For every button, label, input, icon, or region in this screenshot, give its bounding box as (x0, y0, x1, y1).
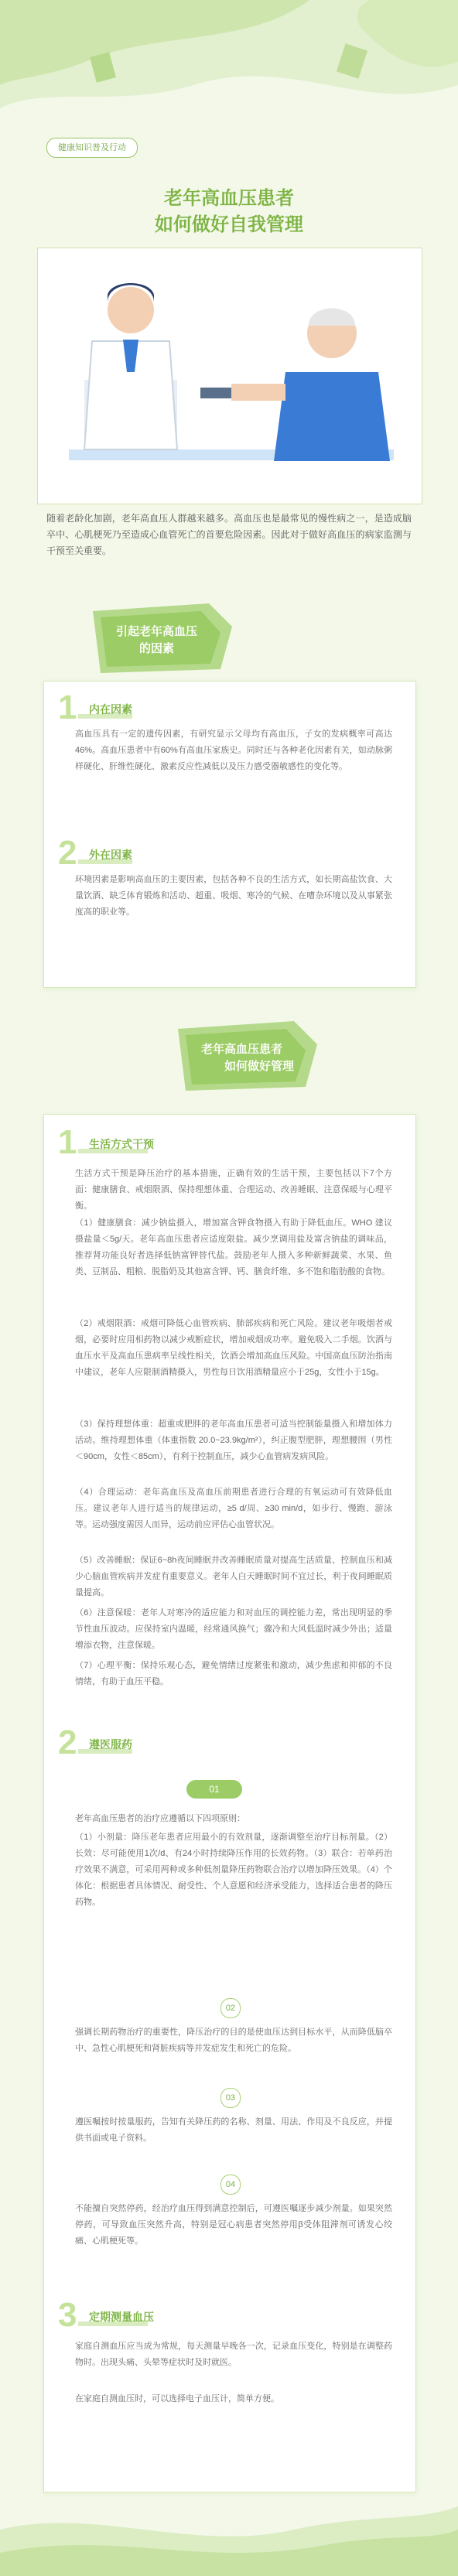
cause-2-number: 2 (58, 834, 77, 872)
section-header-causes (85, 596, 263, 681)
page-title-line1: 老年高血压患者 (164, 188, 294, 209)
med-badge-04: 04 (220, 2175, 241, 2195)
page-title-line2: 如何做好自我管理 (155, 214, 303, 235)
mgmt-1-para-5: （5）改善睡眠：保证6~8h夜间睡眠并改善睡眠质量对提高生活质量、控制血压和减少心脑血管疾病并发症有重要意义。老年人白天睡眠时间不宜过长，利于夜间睡眠质量提高。 (75, 1556, 392, 1597)
mgmt-1-para-1: （1）健康膳食：减少钠盐摄入，增加富含钾食物摄入有助于降低血压。WHO 建议摄盐量＜5g/天。老年高血压患者应适度限盐。减少烹调用盐及富含钠盐的调味品，推荐肾功能良好者选择低钠富钾替代盐。鼓励老年人摄入多种新鲜蔬菜、水果、鱼类、豆制品、粗粮、脱脂奶及其他富含钾、钙、膳食纤维、多不饱和脂肪酸的食物。 (75, 1218, 392, 1276)
mgmt-3-label: 定期测量血压 (89, 2311, 154, 2323)
med-item-04-text: 不能擅自突然停药，经治疗血压得到满意控制后，可遵医嘱逐步减少剂量。如果突然停药，可导致血压突然升高，特别是冠心病患者突然停用β受体阻滞剂可诱发心绞痛、心肌梗死等。 (75, 2204, 392, 2246)
section2-title-line2: 如何做好管理 (224, 1060, 295, 1073)
cause-1-label: 内在因素 (89, 703, 132, 716)
mgmt-3-para-0: 家庭自测血压应当成为常规，每天测量早晚各一次，记录血压变化，特别是在调整药物时。出现头痛、头晕等症状时及时就医。 (75, 2342, 392, 2367)
mgmt-1-para-7: （7）心理平衡：保持乐观心态，避免情绪过度紧张和激动，减少焦虑和抑郁的不良情绪，有助于血压平稳。 (75, 1661, 392, 1686)
cause-1-text: 高血压具有一定的遗传因素，有研究显示父母均有高血压，子女的发病概率可高达46%。高血压患者中有60%有高血压家族史。同时还与各种老化因素有关，如动脉粥样硬化、肝维性硬化、激素反应性减低以及压力感受器敏感性的变化等。 (75, 729, 392, 771)
management-card (43, 1114, 416, 2492)
cause-2-text: 环境因素是影响高血压的主要因素，包括各种不良的生活方式，如长期高盐饮食、大量饮酒、缺乏体育锻炼和活动、超重、吸烟、寒冷的气候、在嘈杂环境以及从事紧张度高的职业等。 (75, 875, 392, 917)
doctor-patient-illustration (37, 248, 422, 504)
med-badge-03: 03 (220, 2088, 241, 2108)
mgmt-1-para-4: （4）合理运动：老年高血压及高血压前期患者进行合理的有氧运动可有效降低血压。建议老年人进行适当的规律运动，≥5 d/周、≥30 min/d，如步行、慢跑、游泳等。运动强度需因人而异，运动前应评估心血管状况。 (75, 1488, 392, 1529)
footer-decoration (0, 2499, 458, 2576)
section1-title-line1: 引起老年高血压 (116, 625, 198, 638)
med-item-02-text: 强调长期药物治疗的重要性，降压治疗的目的是使血压达到目标水平，从而降低脑卒中、急性心肌梗死和肾脏疾病等并发症发生和死亡的危险。 (75, 2028, 392, 2053)
mgmt-1-para-3: （3）保持理想体重：超重或肥胖的老年高血压患者可适当控制能量摄入和增加体力活动。维持理想体重（体重指数 20.0~23.9kg/m²），纠正腹型肥胖，理想腰围（男性＜90cm，女性＜85cm），有利于控制血压，减少心血管病发病风险。 (75, 1420, 392, 1461)
header-decoration (0, 0, 458, 201)
mgmt-1-label: 生活方式干预 (89, 1138, 154, 1150)
causes-card (43, 681, 416, 988)
section1-title-line2: 的因素 (139, 642, 175, 655)
mgmt-3-para-1: 在家庭自测血压时，可以选择电子血压计，简单方便。 (75, 2394, 279, 2403)
section2-title-line1: 老年高血压患者 (201, 1043, 283, 1056)
mgmt-2-number: 2 (58, 1724, 77, 1761)
med-badge-01: 01 (186, 1780, 242, 1799)
campaign-tag: 健康知识普及行动 (46, 138, 138, 158)
med-intro: 老年高血压患者的治疗应遵循以下四项原则： (75, 1814, 245, 1823)
section-header-management (170, 1013, 348, 1098)
med-badge-02: 02 (220, 1998, 241, 2018)
mgmt-3-number: 3 (58, 2296, 77, 2334)
cause-1-number: 1 (58, 688, 77, 726)
med-item-01-text: （1）小剂量：降压老年患者应用最小的有效剂量，逐渐调整至治疗目标剂量。（2）长效：尽可能使用1次/d、有24小时持续降压作用的长效药物。（3）联合：若单药治疗效果不满意，可采用两种或多种低剂量降压药物联合治疗以增加降压效果。（4）个体化：根据患者具体情况、耐受性、个人意愿和经济承受能力，选择适合患者的降压药物。 (75, 1833, 392, 1907)
mgmt-1-para-2: （2）戒烟限酒：戒烟可降低心血管疾病、肺部疾病和死亡风险。建议老年吸烟者戒烟，必要时应用相药物以减少戒断症状，增加戒烟成功率。避免吸入二手烟。饮酒与血压水平及高血压患病率呈线性相关，饮酒会增加高血压风险。中国高血压防治指南中建议，老年人应限制酒精摄入，男性每日饮用酒精量应小于25g，女性小于15g。 (75, 1319, 392, 1377)
cause-2-label: 外在因素 (89, 849, 132, 861)
mgmt-1-para-6: （6）注意保暖：老年人对寒冷的适应能力和对血压的调控能力差，常出现明显的季节性血压波动。应保持室内温暖，经常通风换气；骤冷和大风低温时减少外出；适量增添衣物，注意保暖。 (75, 1608, 392, 1650)
mgmt-2-label: 遵医服药 (89, 1738, 132, 1751)
mgmt-1-number: 1 (58, 1123, 77, 1161)
intro-paragraph: 随着老龄化加剧，老年高血压人群越来越多。高血压也是最常见的慢性病之一，是造成脑卒中、心肌梗死乃至造成心血管死亡的首要危险因素。因此对于做好高血压的病家监测与干预至关重要。 (46, 513, 412, 556)
mgmt-1-para-0: 生活方式干预是降压治疗的基本措施，正确有效的生活干预，主要包括以下7个方面：健康膳食、戒烟限酒、保持理想体重、合理运动、改善睡眠、注意保暖与心理平衡。 (75, 1169, 392, 1211)
med-item-03-text: 遵医嘱按时按量服药，告知有关降压药的名称、剂量、用法、作用及不良反应，并提供书面或电子资料。 (75, 2117, 392, 2143)
